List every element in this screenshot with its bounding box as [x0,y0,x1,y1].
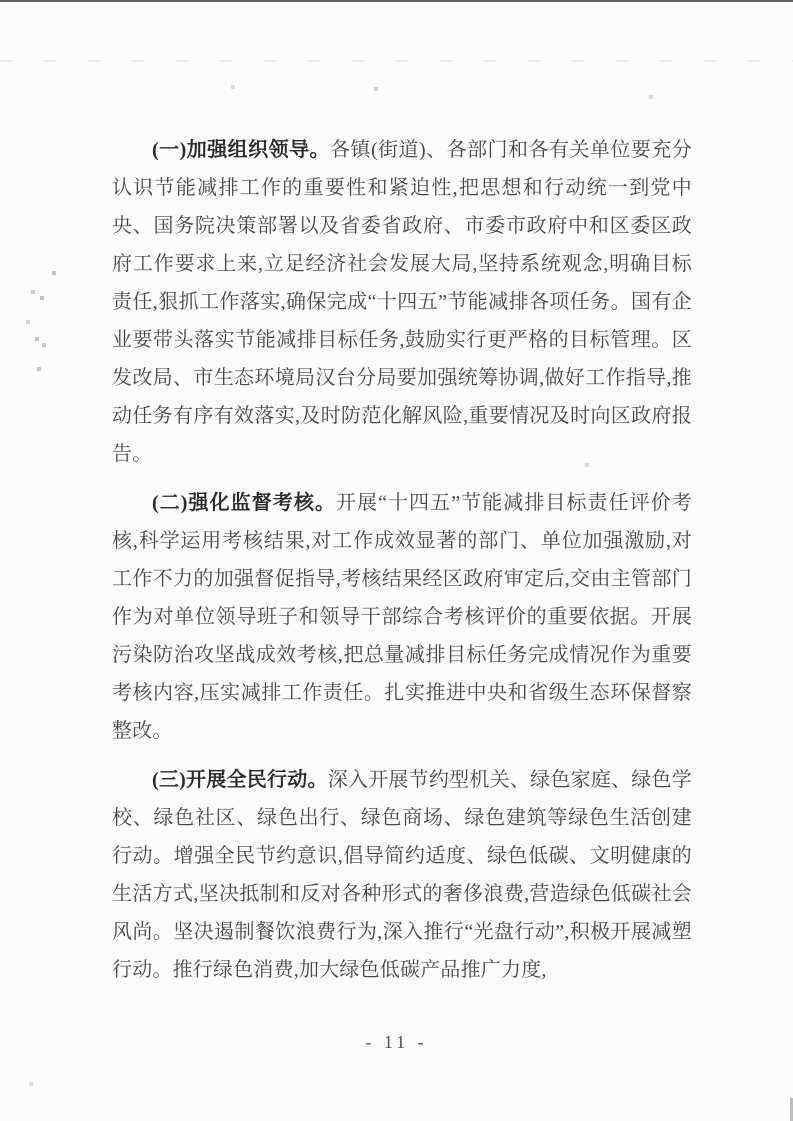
paragraph-strengthen-supervision-assessment [112,484,692,750]
section-body-1: 各镇(街道)、各部门和各有关单位要充分认识节能减排工作的重要性和紧迫性,把思想和行动统一到党中央、国务院决策部署以及省委省政府、市委市政府中和区委区政府工作要求上来,立足经济社会发展大局,坚持系统观念,明确目标责任,狠抓工作落实,确保完成“十四五”节能减排各项任务。国有企业要带头落实节能减排目标任务,鼓励实行更严格的目标管理。区发改局、市生态环境局汉台分局要加强统筹协调,做好工作指导,推动任务有序有效落实,及时防范化解风险,重要情况及时向区政府报告。 [112,139,692,465]
scan-noise-band [0,60,793,62]
document-text-block [112,131,692,1000]
section-heading-1: (一)加强组织领导。 [152,139,331,161]
page-number: - 11 - [365,1032,428,1052]
section-heading-3: (三)开展全民行动。 [152,769,328,791]
paragraph-strengthen-organizational-leadership [112,131,692,473]
section-body-2: 开展“十四五”节能减排目标责任评价考核,科学运用考核结果,对工作成效显著的部门、单位加强激励,对工作不力的加强督促指导,考核结果经区政府审定后,交由主管部门作为对单位领导班子和领导干部综合考核评价的重要依据。开展污染防治攻坚战成效考核,把总量减排目标任务完成情况作为重要考核内容,压实减排工作责任。扎实推进中央和省级生态环保督察整改。 [112,492,693,742]
paragraph-launch-public-action [112,761,692,989]
scan-top-edge-artifact [0,0,793,2]
section-heading-2: (二)强化监督考核。 [152,492,336,514]
section-body-3: 深入开展节约型机关、绿色家庭、绿色学校、绿色社区、绿色出行、绿色商场、绿色建筑等绿色生活创建行动。增强全民节约意识,倡导简约适度、绿色低碳、文明健康的生活方式,坚决抵制和反对各种形式的奢侈浪费,营造绿色低碳社会风尚。坚决遏制餐饮浪费行为,深入推行“光盘行动”,积极开展减塑行动。推行绿色消费,加大绿色低碳产品推广力度, [112,769,692,981]
scan-speck-artifacts [0,0,2,2]
